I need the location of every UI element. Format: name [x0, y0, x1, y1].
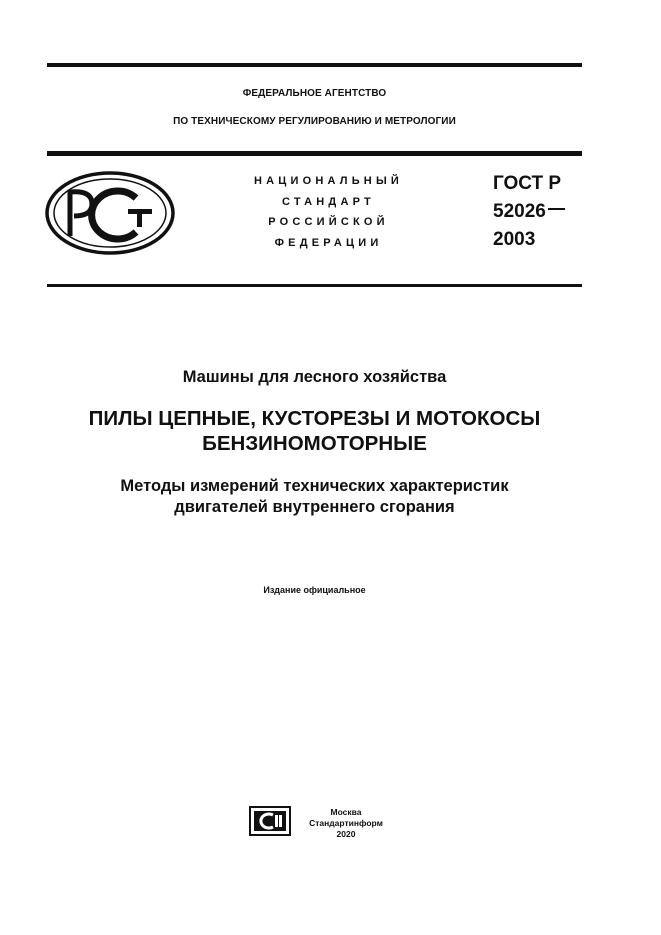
gost-dash [548, 208, 565, 210]
standartinform-logo-icon [249, 806, 291, 836]
edition-note: Издание официальное [263, 585, 366, 595]
gost-designation [493, 170, 593, 254]
standard-rule [47, 284, 582, 287]
top-rule [47, 63, 582, 67]
standard-line-1: НАЦИОНАЛЬНЫЙ [253, 175, 404, 187]
title-line-2: БЕНЗИНОМОТОРНЫЕ [202, 432, 427, 455]
document-subject: Машины для лесного хозяйства [182, 368, 447, 386]
subtitle-line-1: Методы измерений технических характеристик [120, 477, 509, 495]
agency-line-2: ПО ТЕХНИЧЕСКОМУ РЕГУЛИРОВАНИЮ И МЕТРОЛОГИИ [173, 116, 456, 127]
agency-line-1: ФЕДЕРАЛЬНОЕ АГЕНТСТВО [242, 88, 387, 99]
subtitle-line-2: двигателей внутреннего сгорания [174, 498, 455, 516]
standard-line-3: РОССИЙСКОЙ [268, 216, 389, 228]
standard-line-2: СТАНДАРТ [282, 195, 375, 208]
gost-label: ГОСТ Р [493, 173, 562, 194]
document-title [47, 406, 582, 456]
document-subtitle [47, 476, 582, 518]
title-line-1: ПИЛЫ ЦЕПНЫЕ, КУСТОРЕЗЫ И МОТОКОСЫ [88, 407, 541, 430]
publisher-block [306, 807, 386, 840]
national-standard-label [216, 171, 441, 253]
standard-line-4: ФЕДЕРАЦИИ [274, 236, 383, 249]
header-rule [47, 151, 582, 156]
rst-certification-logo-icon [44, 170, 176, 256]
gost-number: 52026 [493, 201, 546, 222]
publisher-city: Москва [330, 807, 362, 817]
publisher-name: Стандартинформ [309, 818, 383, 828]
publisher-year: 2020 [336, 829, 356, 839]
gost-year: 2003 [493, 229, 536, 250]
